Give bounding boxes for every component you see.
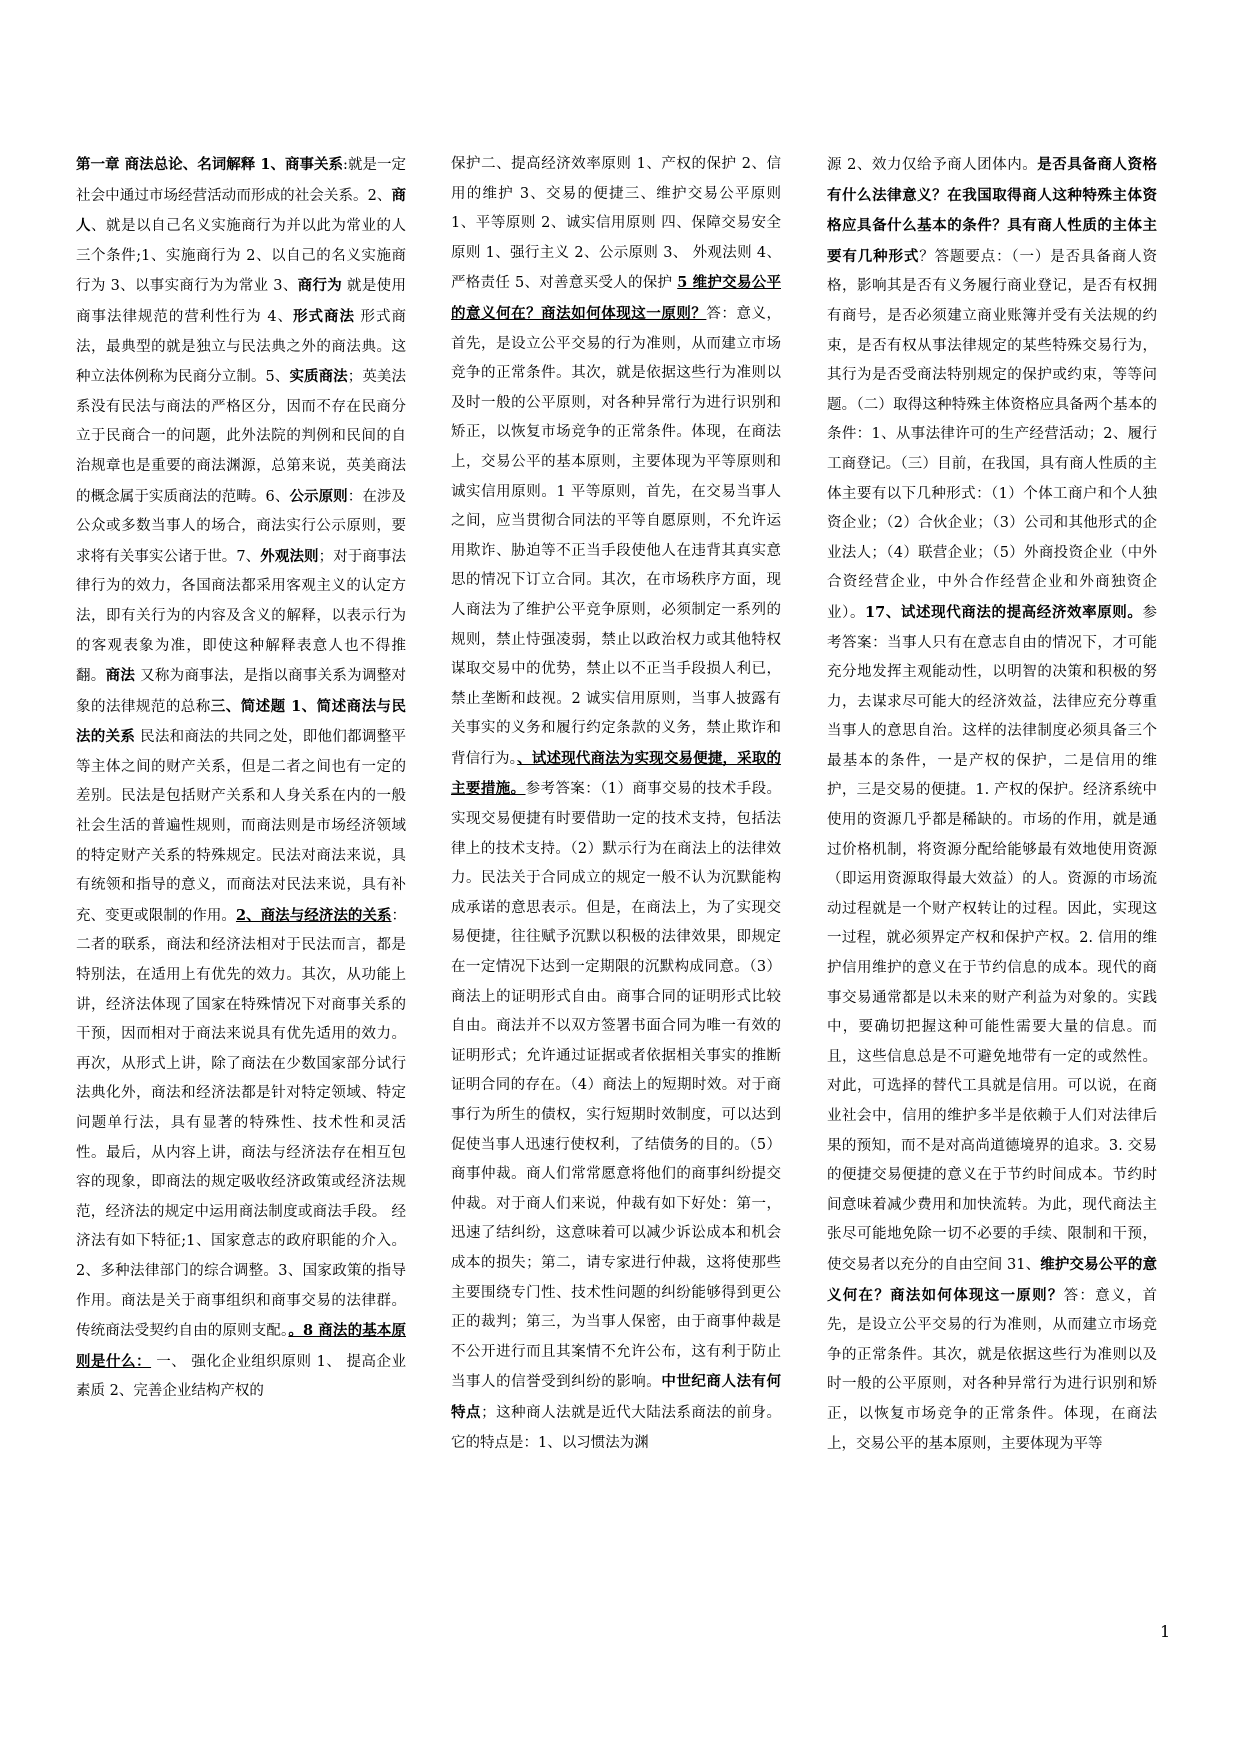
heading-text: 5 维护交易公平的意义何在？商法如何体现这一原则？ xyxy=(451,274,781,322)
body-text: ：在涉及公众或多数当事人的场合，商法实行公示原则，要求将有关事实公诸于世。7、 xyxy=(76,488,407,565)
body-text: 答：意义，首先，是设立公平交易的行为准则，从而建立市场竞争的正常条件。其次，就是依据这些行为准则以及时一般的公平原则，对各种异常行为进行识别和矫正，以恢复市场竞争的正常条件。体现，在商法上，交易公平的基本原则，主要体现为平等 xyxy=(827,1287,1157,1452)
body-text: 参考答案：（1）商事交易的技术手段。实现交易便捷有时要借助一定的技术支持，包括法律上的技术支持。（2）默示行为在商法上的法律效力。民法关于合同成立的规定一般不认为沉默能构成承诺的意思表示。但是，在商法上，为了实现交易便捷，往往赋予沉默以积极的法律效果，即规定在一定情况下达到一定期限的沉默构成同意。（3）商法上的证明形式自由。商事合同的证明形式比较自由。商法并不以双方签署书面合同为唯一有效的证明形式；允许通过证据或者依据相关事实的推断证明合同的存在。（4）商法上的短期时效。对于商事行为所生的债权，实行短期时效制度，可以达到促使当事人迅速行使权利，了结债务的目的。（5）商事仲裁。商人们常常愿意将他们的商事纠纷提交仲裁。对于商人们来说，仲裁有如下好处：第一，迅速了结纠纷，这意味着可以减少诉讼成本和机会成本的损失；第二，请专家进行仲裁，这将使那些主要围绕专门性、技术性问题的纠纷能够得到更公正的裁判；第三，为当事人保密，由于商事仲裁是不公开进行而且其案情不允许公布，这有利于防止当事人的信誉受到纠纷的影响。 xyxy=(451,781,782,1391)
text-column-1 xyxy=(76,150,406,1407)
body-text: 就是使用商事法律规范的营利性行为 4、 xyxy=(76,278,407,325)
body-text: 民法和商法的共同之处，即他们都调整平等主体之间的财产关系，但是二者之间也有一定的差别。民法是包括财产关系和人身关系在内的一般社会生活的普遍性规则，而商法则是市场经济领域的特定财产关系的特殊规定。民法对商法来说，具有统领和指导的意义，而商法对民法来说，具有补充、变更或限制的作用。 xyxy=(76,729,407,924)
body-text: 参考答案：当事人只有在意志自由的情况下，才可能充分地发挥主观能动性，以明智的决策和积极的努力，去谋求尽可能大的经济效益，法律应充分尊重当事人的意思自治。这样的法律制度必须具备三个最基本的条件，一是产权的保护，二是信用的维护，三是交易的便捷。1. 产权的保护。经济系统中使用的资源几乎都是稀缺的。市场的作用，就是通过价格机制，将资源分配给能够最有效地使用资源（即运用资源取得最大效益）的人。资源的市场流动过程就是一个财产权转让的过程。因此，实现这一过程，就必须界定产权和保护产权。2. 信用的维护信用维护的意义在于节约信息的成本。现代的商事交易通常都是以未来的财产利益为对象的。实践中，要确切把握这种可能性需要大量的信息。而且，这些信息总是不可避免地带有一定的或然性。对此，可选择的替代工具就是信用。可以说，在商业社会中，信用的维护多半是依赖于人们对法律后果的预知，而不是对高尚道德境界的追求。3. 交易的便捷交易便捷的意义在于节约时间成本。节约时间意味着减少费用和加快流转。为此，现代商法主张尽可能地免除一切不必要的手续、限制和干预，使交易者以充分的自由空间 31、 xyxy=(827,604,1157,1273)
heading-text: 维护交易公平的意义何在？商法如何体现这一原则？ xyxy=(827,1255,1158,1304)
body-text: ：二者的联系，商法和经济法相对于民法而言，都是特别法，在适用上有优先的效力。其次，从功能上讲，经济法体现了国家在特殊情况下对商事关系的干预，因而相对于商法来说具有优先适用的效力。再次，从形式上讲，除了商法在少数国家部分试行法典化外，商法和经济法都是针对特定领域、特定问题单行法，具有显著的特殊性、技术性和灵活性。最后，从内容上讲，商法与经济法存在相互包容的现象，即商法的规定吸收经济政策或经济法规范，经济法的规定中运用商法制度或商法手段。 经济法有如下特征;1、国家意志的政府职能的介入。2、多种法律部门的综合调整。3、国家政策的指导作用。商法是关于商事组织和商事交易的法律群。传统商法受契约自由的原则支配。 xyxy=(76,907,406,1340)
body-text: ；这种商人法就是近代大陆法系商法的前身。它的特点是：1、以习惯法为渊 xyxy=(451,1404,782,1451)
body-text: 答：意义，首先，是设立公平交易的行为准则，从而建立市场竞争的正常条件。其次，就是依据这些行为准则以及时一般的公平原则，对各种异常行为进行识别和矫正，以恢复市场竞争的正常条件。体现，在商法上，交易公平的基本原则，主要体现为平等原则和诚实信用原则。1 平等原则，首先，在交易当事人之间，应当贯彻合同法的平等自愿原则，不允许运用欺诈、胁迫等不正当手段使他人在违背其真实意思的情况下订立合同。其次，在市场秩序方面，现人商法为了维护公平竞争原则，必须制定一系列的规则，禁止恃强凌弱，禁止以政治权力或其他特权谋取交易中的优势，禁止以不正当手段损人利已，禁止垄断和歧视。2 诚实信用原则，当事人披露有关事实的义务和履行约定条款的义务，禁止欺诈和背信行为。 xyxy=(451,305,782,767)
body-text: 形式商法，最典型的就是独立与民法典之外的商法典。这种立法体例称为民商分立制。5、 xyxy=(76,308,407,386)
text-column-3 xyxy=(827,150,1157,1459)
text-column-2 xyxy=(451,150,781,1458)
body-text: 一、 强化企业组织原则 1、 提高企业素质 2、完善企业结构产权的 xyxy=(76,1353,406,1400)
heading-text: 商人 xyxy=(76,186,406,235)
body-text: ；对于商事法律行为的效力，各国商法都采用客观主义的认定方法，即有关行为的内容及含义的解释，以表示行为的客观表象为准，即使这种解释表意人也不得推翻。 xyxy=(76,548,407,685)
body-text: 源 2、效力仅给予商人团体内。 xyxy=(827,157,1038,173)
body-text: ；英美法系没有民法与商法的严格区分，因而不存在民商分立于民商合一的问题，此外法院的判例和民间的自治规章也是重要的商法渊源，总第来说，英美商法的概念属于实质商法的范畴。6、 xyxy=(76,369,407,505)
heading-text: 。8 商法的基本原则是什么： xyxy=(76,1322,407,1370)
heading-text: 外观法则 xyxy=(260,547,319,565)
body-text: 又称为商事法，是指以商事关系为调整对象的法律规范的总称 xyxy=(76,668,407,715)
body-text: 保护二、提高经济效率原则 1、产权的保护 2、信用的维护 3、交易的便捷三、维护交易公平原则 1、平等原则 2、诚实信用原则 四、保障交易安全原则 1、强行主义 2、公示原则 3、 外观法则 4、严格责任 5、对善意买受人的保护 xyxy=(451,156,781,292)
heading-text: 三、简述题 1、简述商法与民法的关系 xyxy=(76,697,407,746)
page-number: 1 xyxy=(1160,1622,1171,1641)
heading-text: 实质商法 xyxy=(289,368,348,386)
heading-text: 形式商法 xyxy=(293,307,355,325)
body-text: ？答题要点：（一）是否具备商人资格，影响其是否有义务履行商业登记，是否有权拥有商号，是否必须建立商业账簿并受有关法规的约束，是否有权从事法律规定的某些特殊交易行为，其行为是否受商法特别规定的保护或约束，等等问题。（二）取得这种特殊主体资格应具备两个基本的条件：1、从事法律许可的生产经营活动；2、履行工商登记。（三）目前，在我国，具有商人性质的主体主要有以下几种形式：（1）个体工商户和个人独资企业；（2）合伙企业；（3）公司和其他形式的企业法人；（4）联营企业；（5）外商投资企业（中外合资经营企业，中外合作经营企业和外商独资企业）。 xyxy=(827,248,1158,621)
heading-text: 是否具备商人资格有什么法律意义？在我国取得商人这种特殊主体资格应具备什么基本的条件？具有商人性质的主体主要有几种形式 xyxy=(827,156,1157,265)
body-text: :就是一定社会中通过市场经营活动而形成的社会关系。2、 xyxy=(76,157,407,204)
heading-text: 商行为 xyxy=(297,277,343,295)
heading-text: 公示原则 xyxy=(289,487,348,505)
heading-text: 2、商法与经济法的关系 xyxy=(235,906,392,924)
heading-text: 、试述现代商法为实现交易便捷，采取的主要措施。 xyxy=(451,749,782,798)
heading-text: 中世纪商人法有何特点 xyxy=(451,1373,782,1421)
heading-text: 17、试述现代商法的提高经济效率原则。 xyxy=(865,603,1143,621)
body-text: 、就是以自己名义实施商行为并以此为常业的人三个条件;1、实施商行为 2、以自己的名义实施商行为 3、以事实商行为为常业 3、 xyxy=(76,218,407,295)
heading-text: 商法 xyxy=(105,667,136,685)
heading-text: 第一章 商法总论、名词解释 1、商事关系 xyxy=(76,156,344,173)
